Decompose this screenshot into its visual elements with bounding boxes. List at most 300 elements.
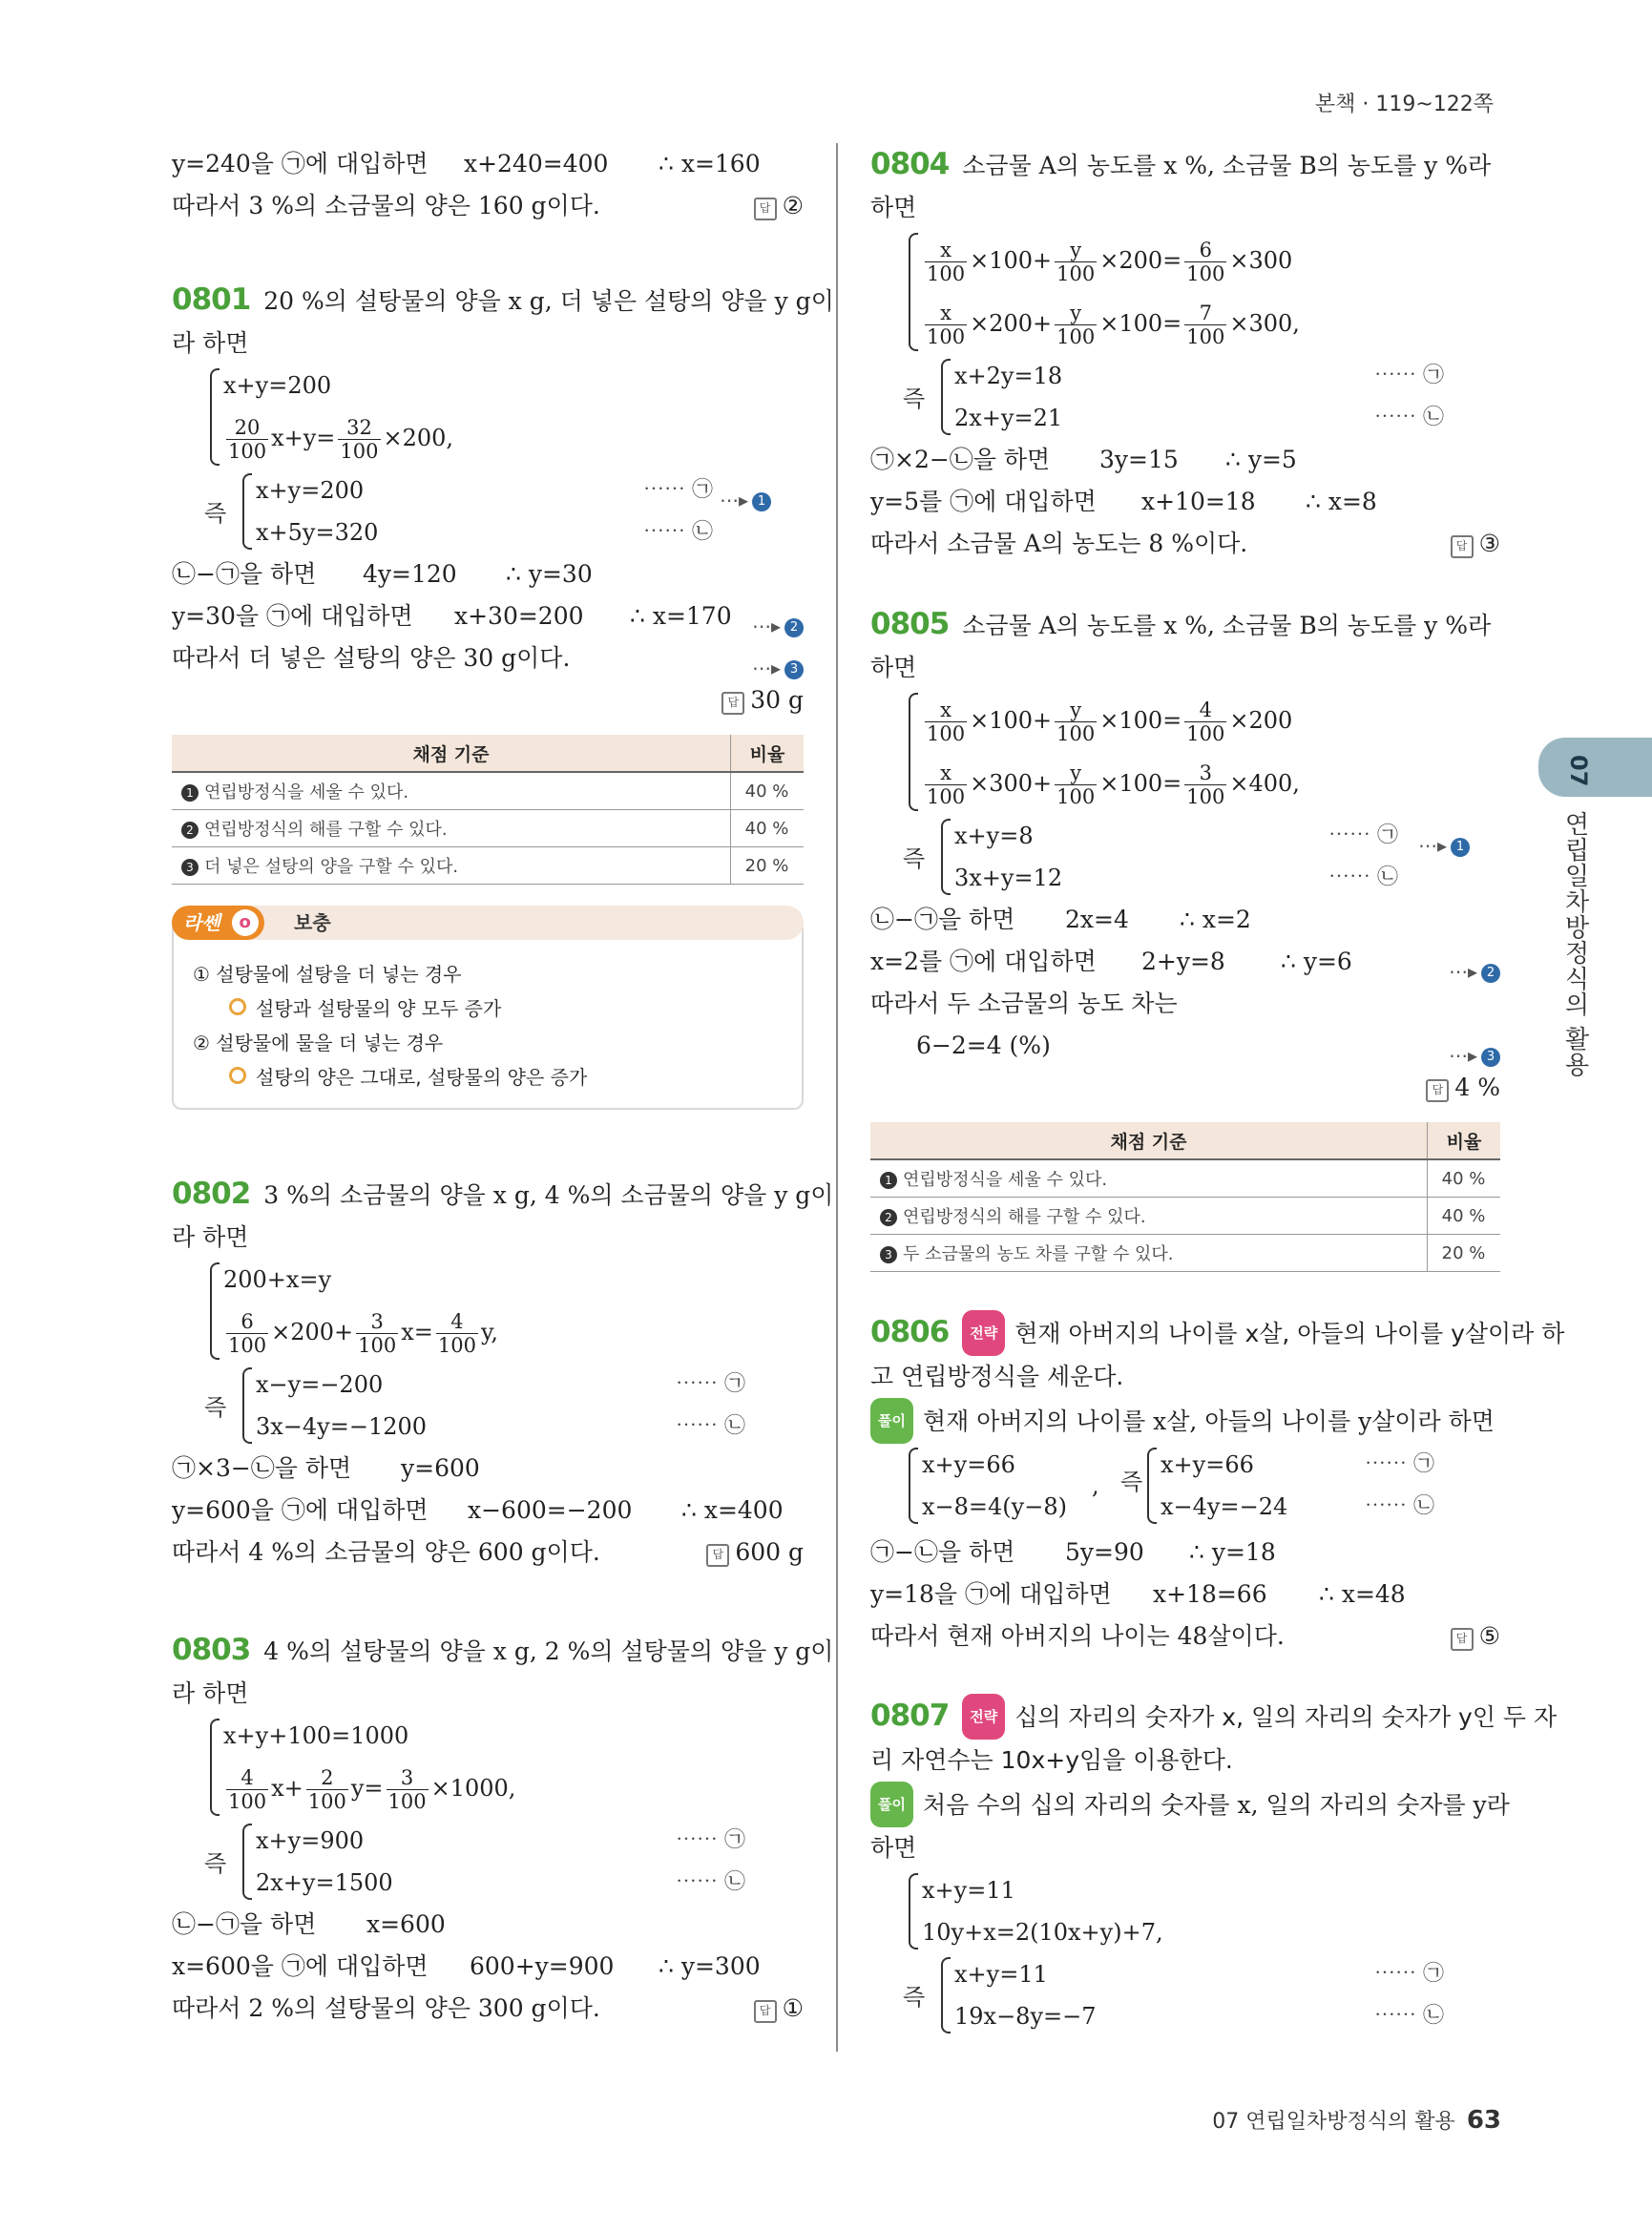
- numerator: 3: [356, 1310, 398, 1334]
- text: ×1000,: [430, 1775, 516, 1802]
- percent: 20 %: [731, 847, 805, 885]
- text: ㉡−㉠을 하면: [172, 560, 317, 588]
- chapter-side-title: 연립일차방정식의 활용: [1560, 811, 1589, 1078]
- equation-system: [204, 469, 766, 553]
- problem-number: 0805: [870, 607, 950, 641]
- denominator: 100: [1186, 325, 1225, 348]
- solution-line: [870, 1616, 1500, 1658]
- numerator: 6: [226, 1310, 268, 1334]
- equation-system: [903, 1953, 1470, 2037]
- text: y=5를 ㉠에 대입하면: [870, 488, 1097, 515]
- answer-icon: 답: [706, 1544, 729, 1567]
- text: 즉: [204, 1394, 227, 1421]
- text: ∴ x=400: [681, 1496, 784, 1524]
- table-row: [172, 772, 804, 810]
- answer-icon: 답: [1451, 535, 1474, 558]
- brand-badge: [172, 906, 264, 940]
- equation: x+y=200: [223, 372, 332, 399]
- equation: 10y+x=2(10x+y)+7,: [922, 1919, 1163, 1946]
- equation-tag: ⋯⋯ ㉠: [1374, 364, 1444, 387]
- problem-0802: [172, 1173, 834, 1574]
- equation: [922, 752, 1500, 815]
- chapter-number: 07: [1565, 755, 1592, 787]
- text: x+30=200: [454, 602, 584, 630]
- text: ×100=: [1099, 707, 1182, 734]
- badge-o-icon: o: [232, 909, 259, 936]
- numerator: y: [1055, 239, 1097, 262]
- text: 십의 자리의 숫자가 x, 일의 자리의 숫자가 y인 두 자: [1014, 1703, 1558, 1731]
- right-column: [870, 143, 1565, 2037]
- table-row: [172, 847, 804, 885]
- list-item: 설탕의 양은 그대로, 설탕물의 양은 증가: [193, 1060, 783, 1095]
- equation-pair: [870, 1444, 1500, 1532]
- denominator: 100: [1056, 262, 1096, 285]
- list-item: 설탕과 설탕물의 양 모두 증가: [193, 991, 783, 1026]
- equation: [922, 292, 1500, 355]
- solution-line: [172, 1490, 804, 1532]
- denominator: 100: [228, 1334, 267, 1357]
- answer-icon: 답: [721, 692, 744, 715]
- text: 더 넣은 설탕의 양을 구할 수 있다.: [204, 857, 459, 877]
- text: x+y=66: [1161, 1451, 1254, 1478]
- text: 따라서 2 %의 설탕물의 양은 300 g이다.: [172, 1994, 600, 2022]
- answer-value: 4 %: [1454, 1074, 1500, 1101]
- text: 하면: [870, 654, 917, 681]
- problem-0801: [172, 279, 834, 885]
- text: 하면: [870, 1834, 917, 1862]
- table-header: 채점 기준: [172, 735, 731, 772]
- text: ×300: [1229, 247, 1293, 274]
- text: ×100=: [1099, 310, 1182, 337]
- text: 라 하면: [172, 1223, 249, 1251]
- text: ㉡−㉠을 하면: [172, 1910, 317, 1938]
- footer-chapter: 07 연립일차방정식의 활용: [1212, 2110, 1455, 2134]
- table-header: 비율: [1428, 1122, 1501, 1159]
- left-column: [172, 143, 834, 2030]
- numerator: 3: [387, 1766, 429, 1790]
- text: 즉: [903, 1984, 926, 2011]
- problem-0807: [870, 1694, 1558, 2037]
- text: 4 %의 설탕물의 양을 x g, 2 %의 설탕물의 양을 y g이: [263, 1637, 834, 1665]
- solution-line: [870, 481, 1500, 523]
- text: ∴ y=6: [1281, 948, 1352, 975]
- equation-system: [204, 1820, 745, 1904]
- text: 연립방정식의 해를 구할 수 있다.: [903, 1207, 1146, 1227]
- page-footer: [1212, 2105, 1501, 2135]
- text: x+240=400: [464, 150, 609, 177]
- text: x=: [401, 1319, 433, 1345]
- solution-line: [870, 899, 1500, 941]
- chapter-tab[interactable]: [1538, 738, 1652, 797]
- grading-table: [172, 735, 804, 885]
- step-1-icon: 1: [181, 784, 199, 802]
- percent: 20 %: [1428, 1235, 1501, 1272]
- text: y=240을 ㉠에 대입하면: [172, 150, 429, 177]
- equation-system: [204, 1364, 745, 1448]
- text: 연립방정식을 세울 수 있다.: [204, 782, 409, 803]
- numerator: 7: [1184, 302, 1226, 325]
- text: ×200,: [383, 425, 454, 451]
- text: 따라서 더 넣은 설탕의 양은 30 g이다.: [172, 644, 571, 672]
- equation-tag: ⋯⋯ ㉡: [1328, 865, 1398, 889]
- equation-tag: ⋯⋯ ㉡: [676, 1414, 745, 1438]
- text: ∴ x=48: [1319, 1580, 1406, 1608]
- equation: 200+x=y: [223, 1266, 332, 1293]
- arrow-icon: ⋯▸: [1417, 834, 1447, 857]
- numerator: x: [925, 698, 967, 722]
- answer-value: ⑤: [1478, 1622, 1500, 1650]
- text: x+5y=320: [256, 519, 379, 546]
- text: 즉: [1120, 1469, 1143, 1495]
- text: 2+y=8: [1141, 948, 1225, 975]
- text: ㉠−㉡을 하면: [870, 1538, 1015, 1566]
- text: ×200=: [1099, 247, 1182, 274]
- text: y,: [480, 1319, 498, 1345]
- equation-system: [909, 1869, 1500, 1953]
- percent: 40 %: [731, 810, 805, 847]
- text: x+: [271, 1775, 303, 1802]
- text: ㉠×3−㉡을 하면: [172, 1454, 352, 1482]
- equation: [1161, 1444, 1485, 1486]
- text: ×100+: [970, 247, 1053, 274]
- equation-system: [909, 1444, 1067, 1528]
- equation-system: [909, 229, 1500, 355]
- text: x+y=200: [256, 477, 365, 504]
- solution-line: [172, 1904, 804, 1946]
- equation: [922, 689, 1500, 752]
- text: y=600: [401, 1454, 480, 1482]
- solution-line: [870, 523, 1500, 565]
- equation: [1161, 1486, 1485, 1528]
- text: 20 %의 설탕물의 양을 x g, 더 넣은 설탕의 양을 y g이: [263, 287, 834, 315]
- percent: 40 %: [1428, 1159, 1501, 1198]
- equation: x+y=11: [922, 1877, 1015, 1904]
- equation: [256, 469, 766, 511]
- text: 즉: [204, 1850, 227, 1877]
- solution-line: [870, 439, 1500, 481]
- solution-line: [172, 637, 804, 679]
- answer: [754, 1988, 804, 2030]
- equation-system: [909, 689, 1500, 815]
- text: ∴ y=5: [1225, 446, 1297, 473]
- answer-icon: 답: [754, 198, 777, 220]
- intro-line-1: [172, 143, 804, 185]
- text: 3x+y=12: [954, 865, 1063, 891]
- denominator: 100: [228, 440, 267, 463]
- answer: [706, 1532, 804, 1574]
- solution-line: [172, 1532, 804, 1574]
- problem-number: 0803: [172, 1633, 251, 1667]
- equation: x−8=4(y−8): [922, 1493, 1067, 1520]
- equation: [256, 1364, 745, 1406]
- text: ㉠×2−㉡을 하면: [870, 446, 1051, 473]
- equation: [223, 1757, 804, 1820]
- equation-tag: ⋯⋯ ㉠: [676, 1372, 745, 1396]
- text: ×100+: [970, 707, 1053, 734]
- text: ×300,: [1229, 310, 1300, 337]
- table-header: 비율: [731, 735, 805, 772]
- text: y=18을 ㉠에 대입하면: [870, 1580, 1112, 1608]
- text: ∴ x=160: [659, 150, 761, 177]
- equation-system: [210, 365, 804, 469]
- table-row: [870, 1235, 1500, 1272]
- text: x−y=−200: [256, 1371, 384, 1398]
- numerator: 4: [436, 1310, 478, 1334]
- equation-system: [903, 815, 1470, 899]
- text: x=600을 ㉠에 대입하면: [172, 1952, 429, 1980]
- denominator: 100: [1186, 722, 1225, 745]
- text: 현재 아버지의 나이를 x살, 아들의 나이를 y살이라 하면: [922, 1407, 1495, 1435]
- text: ∴ y=30: [506, 560, 593, 588]
- denominator: 100: [228, 1790, 267, 1813]
- equation-tag: ⋯⋯ ㉠: [1365, 1452, 1434, 1476]
- problem-0803: [172, 1629, 834, 2030]
- numerator: 6: [1184, 239, 1226, 262]
- equation: [954, 1995, 1470, 2037]
- denominator: 100: [927, 262, 966, 285]
- percent: 40 %: [1428, 1198, 1501, 1235]
- equation: [256, 511, 733, 553]
- step-1-icon: 1: [1451, 838, 1470, 857]
- equation-tag: ⋯⋯ ㉠: [676, 1828, 745, 1852]
- text: 현재 아버지의 나이를 x살, 아들의 나이를 y살이라 하: [1014, 1320, 1565, 1347]
- text: 리 자연수는 10x+y임을 이용한다.: [870, 1746, 1233, 1774]
- list-item: ② 설탕물에 물을 더 넣는 경우: [193, 1032, 444, 1054]
- percent: 40 %: [731, 772, 805, 810]
- text: 따라서 소금물 A의 농도는 8 %이다.: [870, 530, 1248, 557]
- solution-line: [172, 553, 804, 595]
- answer-value: 30 g: [750, 686, 804, 714]
- step-2-icon: 2: [1481, 964, 1500, 983]
- text: x+y=8: [954, 823, 1034, 849]
- answer-icon: 답: [1426, 1079, 1449, 1102]
- text: 600+y=900: [470, 1952, 615, 1980]
- step-3-icon: 3: [880, 1246, 897, 1263]
- equation: [223, 407, 804, 469]
- answer-value: ①: [782, 1994, 804, 2022]
- text: x=600: [366, 1910, 446, 1938]
- step-3-icon: 3: [1481, 1048, 1500, 1067]
- equation-tag: ⋯⋯ ㉡: [676, 1870, 745, 1894]
- text: 5y=90: [1065, 1538, 1144, 1566]
- text: 고 연립방정식을 세운다.: [870, 1363, 1124, 1390]
- equation: [922, 229, 1500, 292]
- text: 2x+y=21: [954, 405, 1063, 431]
- text: 6−2=4 (%): [916, 1032, 1051, 1059]
- numerator: x: [925, 761, 967, 785]
- equation-system: [903, 355, 1470, 439]
- denominator: 100: [1186, 785, 1225, 808]
- equation-system: [210, 1259, 804, 1364]
- equation-tag: ⋯⋯ ㉠: [1374, 1962, 1444, 1986]
- text: 따라서 현재 아버지의 나이는 48살이다.: [870, 1622, 1285, 1650]
- problem-0804: [870, 143, 1500, 565]
- answer-value: 600 g: [735, 1538, 804, 1566]
- text: x+y=11: [954, 1961, 1048, 1988]
- equation: [954, 397, 1470, 439]
- table-row: [870, 1159, 1500, 1198]
- list-item: ① 설탕물에 설탕을 더 넣는 경우: [193, 963, 462, 986]
- answer-icon: 답: [754, 2000, 777, 2023]
- step-2-icon: 2: [880, 1209, 897, 1226]
- numerator: x: [925, 302, 967, 325]
- solution-badge: 풀이: [870, 1398, 913, 1444]
- step-1-icon: 1: [752, 492, 771, 511]
- text: ∴ x=2: [1180, 906, 1251, 933]
- numerator: y: [1055, 761, 1097, 785]
- supplement-title: 보충: [294, 911, 331, 934]
- step-2-icon: 2: [784, 618, 804, 637]
- equation-system: [210, 1715, 804, 1820]
- text: 19x−8y=−7: [954, 2003, 1097, 2030]
- numerator: 4: [226, 1766, 268, 1790]
- text: ×200+: [271, 1319, 354, 1345]
- problem-number: 0804: [870, 147, 950, 181]
- strategy-badge: 전략: [962, 1694, 1005, 1740]
- equation-tag: ⋯⋯ ㉡: [1374, 406, 1444, 429]
- equation-tag: ⋯⋯ ㉡: [643, 520, 713, 544]
- arrow-icon: ⋯▸: [1448, 960, 1477, 983]
- text: 라 하면: [172, 329, 249, 357]
- text: ×300+: [970, 770, 1053, 797]
- text: ×200+: [970, 310, 1053, 337]
- denominator: 100: [927, 325, 966, 348]
- text: 두 소금물의 농도 차를 구할 수 있다.: [903, 1244, 1174, 1264]
- equation: [223, 1301, 804, 1364]
- text: 연립방정식의 해를 구할 수 있다.: [204, 820, 448, 840]
- text: ∴ y=300: [659, 1952, 761, 1980]
- answer: [1451, 1616, 1500, 1658]
- numerator: 3: [1184, 761, 1226, 785]
- equation: [256, 1862, 745, 1904]
- numerator: 4: [1184, 698, 1226, 722]
- solution-line: [172, 1988, 804, 2030]
- text: ,: [1092, 1472, 1099, 1499]
- text: ∴ y=18: [1189, 1538, 1276, 1566]
- numerator: 32: [338, 416, 380, 440]
- equation: [954, 857, 1470, 899]
- text: 따라서 4 %의 소금물의 양은 600 g이다.: [172, 1538, 600, 1566]
- supplement-header: [172, 906, 804, 940]
- text: x+y=900: [256, 1827, 365, 1854]
- arrow-icon: ⋯▸: [1448, 1044, 1477, 1067]
- solution-line: [870, 941, 1500, 983]
- text: 2x=4: [1065, 906, 1129, 933]
- denominator: 100: [307, 1790, 346, 1813]
- arrow-icon: ⋯▸: [719, 489, 748, 511]
- intro-line-2: [172, 185, 804, 227]
- answer: [754, 185, 804, 227]
- numerator: 2: [306, 1766, 348, 1790]
- solution-line: [172, 595, 804, 637]
- solution-line: [172, 1448, 804, 1490]
- text: ∴ x=170: [630, 602, 732, 630]
- text: 연립방정식을 세울 수 있다.: [903, 1170, 1108, 1190]
- text: x+18=66: [1153, 1580, 1267, 1608]
- denominator: 100: [1056, 722, 1096, 745]
- grading-table: [870, 1122, 1500, 1272]
- denominator: 100: [927, 722, 966, 745]
- numerator: y: [1055, 698, 1097, 722]
- text: 3x−4y=−1200: [256, 1413, 428, 1440]
- solution-line: 따라서 두 소금물의 농도 차는: [870, 990, 1178, 1017]
- denominator: 100: [387, 1790, 427, 1813]
- equation: [954, 355, 1470, 397]
- denominator: 100: [927, 785, 966, 808]
- denominator: 100: [1056, 325, 1096, 348]
- equation: [256, 1820, 745, 1862]
- text: x−4y=−24: [1161, 1493, 1288, 1520]
- denominator: 100: [437, 1334, 476, 1357]
- text: ∴ x=8: [1306, 488, 1377, 515]
- denominator: 100: [358, 1334, 397, 1357]
- text: 라 하면: [172, 1679, 249, 1707]
- equation-tag: ⋯⋯ ㉠: [1328, 824, 1398, 847]
- strategy-badge: 전략: [962, 1310, 1005, 1356]
- equation: [954, 815, 1470, 857]
- text: x+y=: [271, 425, 336, 451]
- problem-number: 0807: [870, 1699, 950, 1733]
- text: x=2를 ㉠에 대입하면: [870, 948, 1097, 975]
- equation-system: [1147, 1444, 1485, 1528]
- text: 따라서 3 %의 소금물의 양은 160 g이다.: [172, 192, 600, 219]
- solution-line: [870, 1025, 1500, 1067]
- text: 처음 수의 십의 자리의 숫자를 x, 일의 자리의 숫자를 y라: [922, 1791, 1510, 1819]
- denominator: 100: [1056, 785, 1096, 808]
- text: 4y=120: [363, 560, 457, 588]
- step-1-icon: 1: [880, 1172, 897, 1189]
- page-number: 63: [1466, 2106, 1501, 2135]
- supplement-box: [172, 911, 804, 1110]
- equation-tag: ⋯⋯ ㉡: [1365, 1494, 1434, 1518]
- numerator: 20: [226, 416, 268, 440]
- problem-0806: [870, 1310, 1565, 1658]
- step-3-icon: 3: [181, 859, 199, 876]
- text: ×200: [1229, 707, 1293, 734]
- answer: [1451, 523, 1500, 565]
- text: 3y=15: [1099, 446, 1179, 473]
- equation-tag: ⋯⋯ ㉡: [1374, 2004, 1444, 2028]
- problem-number: 0801: [172, 282, 251, 317]
- solution-line: [870, 1574, 1500, 1616]
- table-row: [172, 810, 804, 847]
- problem-number: 0802: [172, 1177, 251, 1211]
- arrow-icon: ⋯▸: [751, 615, 781, 637]
- text: 소금물 A의 농도를 x %, 소금물 B의 농도를 y %라: [962, 152, 1492, 179]
- equation: x+y+100=1000: [223, 1722, 409, 1749]
- badge-label: 라쎈: [183, 911, 220, 934]
- text: 소금물 A의 농도를 x %, 소금물 B의 농도를 y %라: [962, 612, 1492, 639]
- numerator: x: [925, 239, 967, 262]
- text: x+10=18: [1141, 488, 1256, 515]
- numerator: y: [1055, 302, 1097, 325]
- denominator: 100: [340, 440, 379, 463]
- answer-value: ②: [782, 192, 804, 219]
- answer-value: ③: [1478, 530, 1500, 557]
- equation-tag: ⋯⋯ ㉠: [643, 478, 713, 502]
- denominator: 100: [1186, 262, 1225, 285]
- text: 3 %의 소금물의 양을 x g, 4 %의 소금물의 양을 y g이: [263, 1181, 834, 1209]
- table-header: 채점 기준: [870, 1122, 1428, 1159]
- text: y=30을 ㉠에 대입하면: [172, 602, 413, 630]
- problem-number: 0806: [870, 1315, 950, 1349]
- text: 하면: [870, 194, 917, 221]
- table-row: [870, 1198, 1500, 1235]
- answer-icon: 답: [1451, 1628, 1474, 1651]
- column-divider: [836, 143, 838, 2052]
- arrow-icon: ⋯▸: [751, 657, 781, 679]
- step-2-icon: 2: [181, 822, 199, 839]
